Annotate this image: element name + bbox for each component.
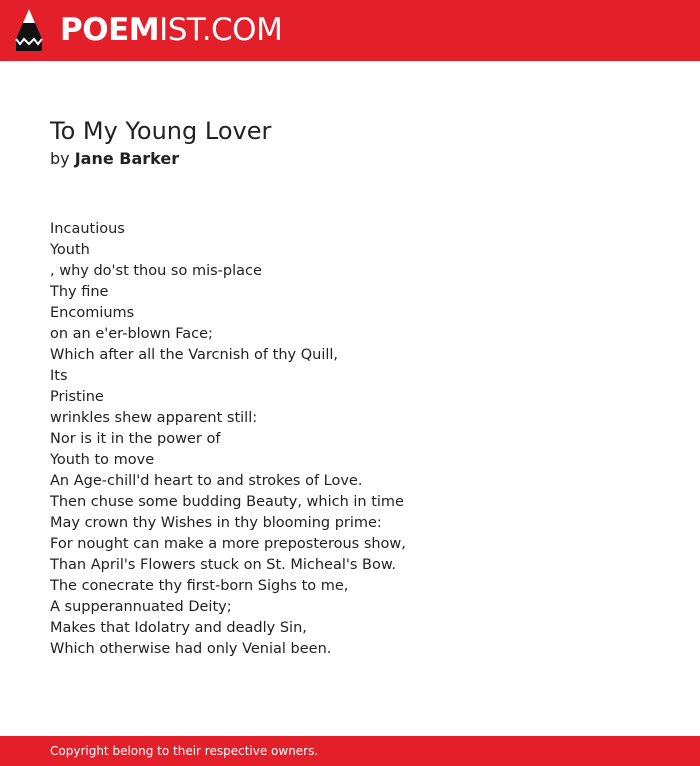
poem-line: For nought can make a more preposterous show,	[50, 536, 406, 552]
poem-line: Pristine	[50, 389, 104, 405]
site-logo-link[interactable]	[14, 8, 282, 52]
poem-line: May crown thy Wishes in thy blooming prime:	[50, 515, 382, 531]
poem-line: Youth to move	[50, 452, 155, 468]
poem-line: on an e'er-blown Face;	[50, 326, 213, 342]
site-header	[0, 0, 700, 61]
poem-line: Its	[50, 368, 68, 384]
poem-line: A supperannuated Deity;	[50, 599, 232, 615]
author-link[interactable]: Jane Barker	[74, 149, 180, 168]
poem-line: Makes that Idolatry and deadly Sin,	[50, 620, 307, 636]
logo-text-bold: POEM	[60, 12, 160, 48]
poem-line: Incautious	[50, 221, 125, 237]
poem-line: Then chuse some budding Beauty, which in time	[50, 494, 404, 510]
poem-line: Which otherwise had only Venial been.	[50, 641, 332, 657]
poem-line: Than April's Flowers stuck on St. Micheal's Bow.	[50, 557, 396, 573]
pencil-icon	[14, 8, 44, 52]
poem-line: wrinkles shew apparent still:	[50, 410, 258, 426]
poem-line: The conecrate thy first-born Sighs to me,	[50, 578, 349, 594]
poem-line: Youth	[50, 242, 90, 258]
poem-line: , why do'st thou so mis-place	[50, 263, 262, 279]
poem-line: Which after all the Varcnish of thy Quill,	[50, 347, 339, 363]
byline-label: by	[50, 149, 70, 168]
poem-line: Nor is it in the power of	[50, 431, 221, 447]
poem-title: To My Young Lover	[50, 117, 272, 145]
poem-line: An Age-chill'd heart to and strokes of Love.	[50, 473, 363, 489]
poem-byline	[50, 148, 179, 170]
logo-text-light: IST.COM	[159, 12, 283, 48]
poem-line: Encomiums	[50, 305, 135, 321]
poem-line: Thy fine	[50, 284, 109, 300]
copyright-text: Copyright belong to their respective owners.	[50, 744, 319, 758]
poem-body	[50, 219, 670, 660]
site-footer	[0, 736, 700, 766]
site-logo-text	[60, 8, 282, 52]
